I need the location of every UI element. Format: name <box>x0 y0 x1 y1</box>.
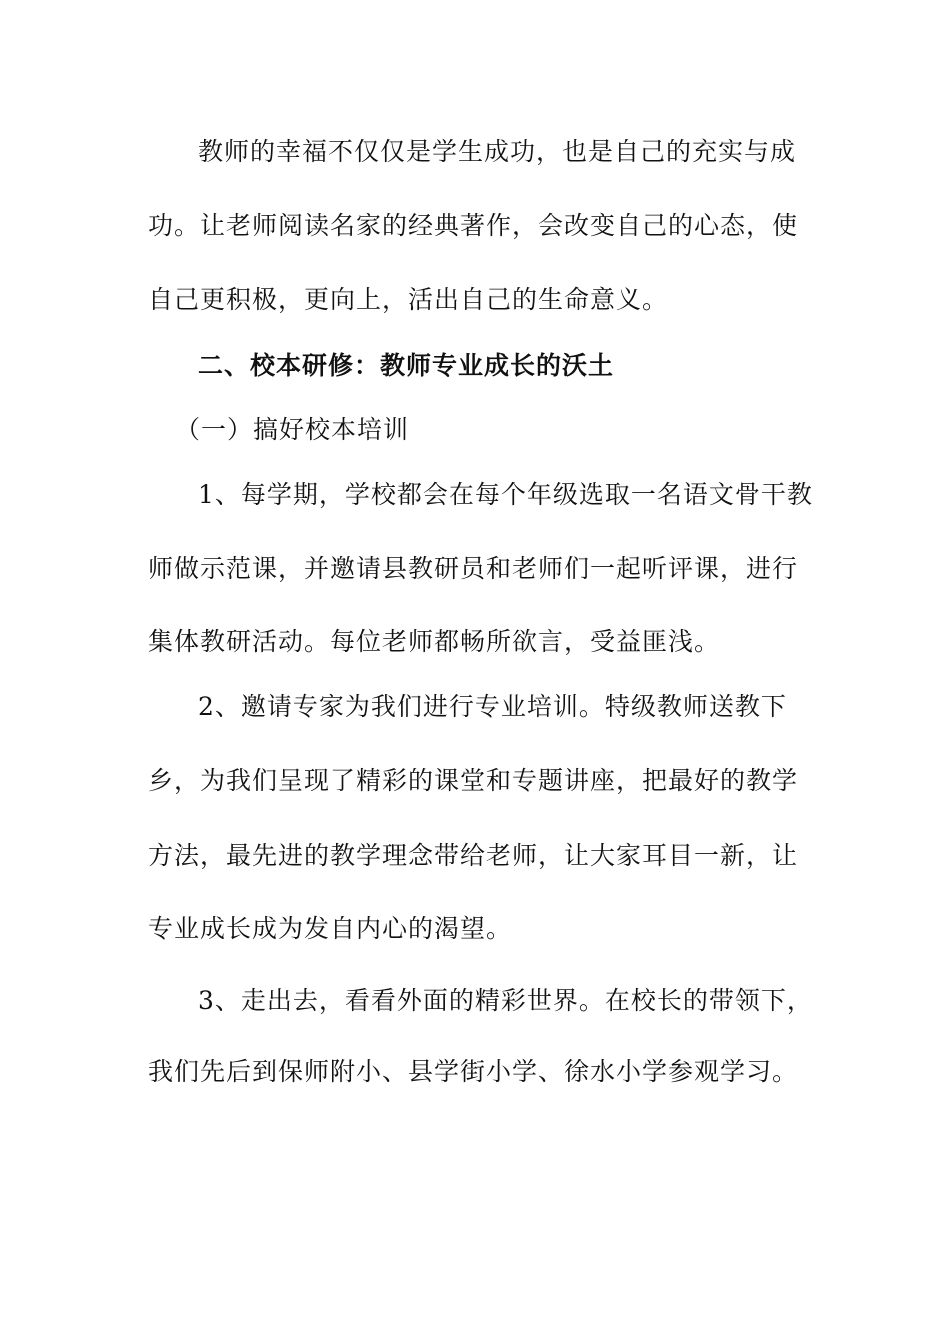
subsection-heading: （一）搞好校本培训 <box>175 415 410 444</box>
paragraph-line: 方法，最先进的教学理念带给老师，让大家耳目一新，让 <box>148 841 799 870</box>
paragraph-line: 我们先后到保师附小、县学街小学、徐水小学参观学习。 <box>148 1057 799 1086</box>
paragraph-line: 3、走出去，看看外面的精彩世界。在校长的带领下， <box>198 986 813 1015</box>
paragraph-line: 乡，为我们呈现了精彩的课堂和专题讲座，把最好的教学 <box>148 766 799 795</box>
paragraph-line: 1、每学期，学校都会在每个年级选取一名语文骨干教 <box>198 480 813 509</box>
paragraph-line: 自己更积极，更向上，活出自己的生命意义。 <box>148 285 669 314</box>
section-heading: 二、校本研修：教师专业成长的沃土 <box>198 351 615 380</box>
paragraph-line: 教师的幸福不仅仅是学生成功，也是自己的充实与成 <box>198 137 797 166</box>
paragraph-line: 2、邀请专家为我们进行专业培训。特级教师送教下 <box>198 692 787 721</box>
paragraph-line: 师做示范课，并邀请县教研员和老师们一起听评课，进行 <box>148 554 799 583</box>
paragraph-line: 功。让老师阅读名家的经典著作，会改变自己的心态，使 <box>148 211 799 240</box>
paragraph-line: 专业成长成为发自内心的渴望。 <box>148 914 513 943</box>
paragraph-line: 集体教研活动。每位老师都畅所欲言，受益匪浅。 <box>148 627 721 656</box>
